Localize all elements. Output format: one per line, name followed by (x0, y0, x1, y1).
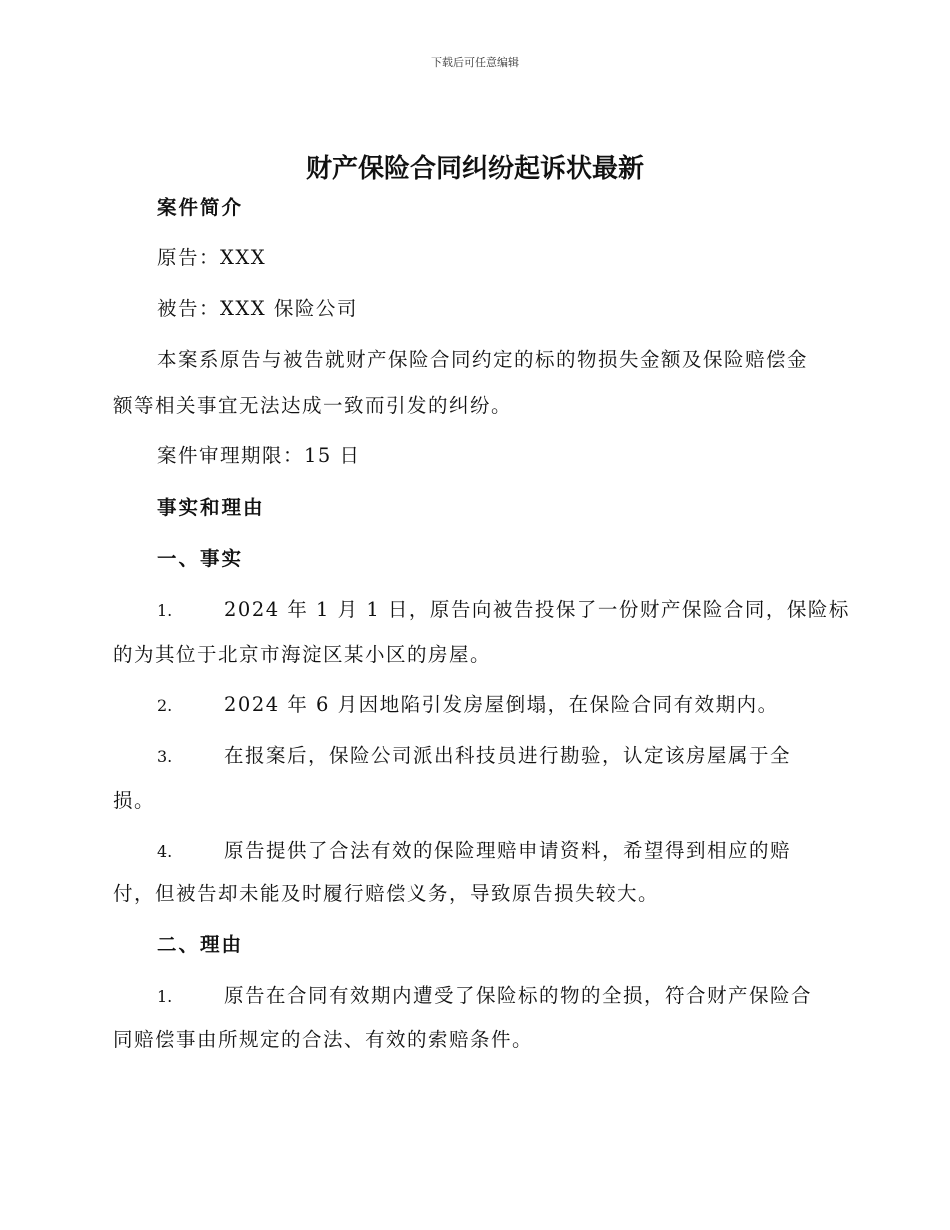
reason-item-1 (157, 981, 882, 1012)
trial-period-line: 案件审理期限：15 日 (157, 444, 361, 467)
fact-item-2 (157, 690, 882, 721)
case-summary-line-1: 本案系原告与被告就财产保险合同约定的标的物损失金额及保险赔偿金 (157, 348, 809, 371)
fact-item-text: 原告提供了合法有效的保险理赔申请资料，希望得到相应的赔 (224, 839, 792, 862)
fact-item-text: 在报案后，保险公司派出科技员进行勘验，认定该房屋属于全 (224, 744, 792, 767)
reason-item-text: 原告在合同有效期内遭受了保险标的物的全损，符合财产保险合 (224, 984, 813, 1007)
fact-item-4 (157, 836, 882, 867)
facts-and-reasons-heading: 事实和理由 (157, 496, 265, 519)
fact-item-number: 2. (157, 696, 173, 715)
document-title: 财产保险合同纠纷起诉状最新 (305, 154, 644, 184)
case-summary-line-2: 额等相关事宜无法达成一致而引发的纠纷。 (113, 394, 513, 417)
fact-item-text: 2024 年 6 月因地陷引发房屋倒塌，在保险合同有效期内。 (224, 693, 779, 716)
fact-item-4-continued: 付，但被告却未能及时履行赔偿义务，导致原告损失较大。 (113, 882, 660, 905)
plaintiff-line: 原告：XXX (157, 246, 267, 269)
reason-item-number: 1. (157, 987, 173, 1006)
fact-item-text: 2024 年 1 月 1 日，原告向被告投保了一份财产保险合同，保险标 (224, 598, 850, 621)
fact-item-3 (157, 741, 882, 772)
fact-item-number: 4. (157, 842, 173, 861)
page-header-note: 下载后可任意编辑 (431, 56, 519, 69)
defendant-line: 被告：XXX 保险公司 (157, 297, 358, 320)
fact-item-number: 3. (157, 747, 173, 766)
fact-item-1-continued: 的为其位于北京市海淀区某小区的房屋。 (113, 643, 492, 666)
reasons-heading: 二、理由 (157, 933, 244, 956)
reason-item-1-continued: 同赔偿事由所规定的合法、有效的索赔条件。 (113, 1028, 534, 1051)
facts-heading: 一、事实 (157, 547, 244, 570)
fact-item-number: 1. (157, 601, 173, 620)
fact-item-3-continued: 损。 (113, 789, 156, 812)
case-intro-heading: 案件简介 (157, 196, 244, 219)
fact-item-1 (157, 595, 850, 626)
